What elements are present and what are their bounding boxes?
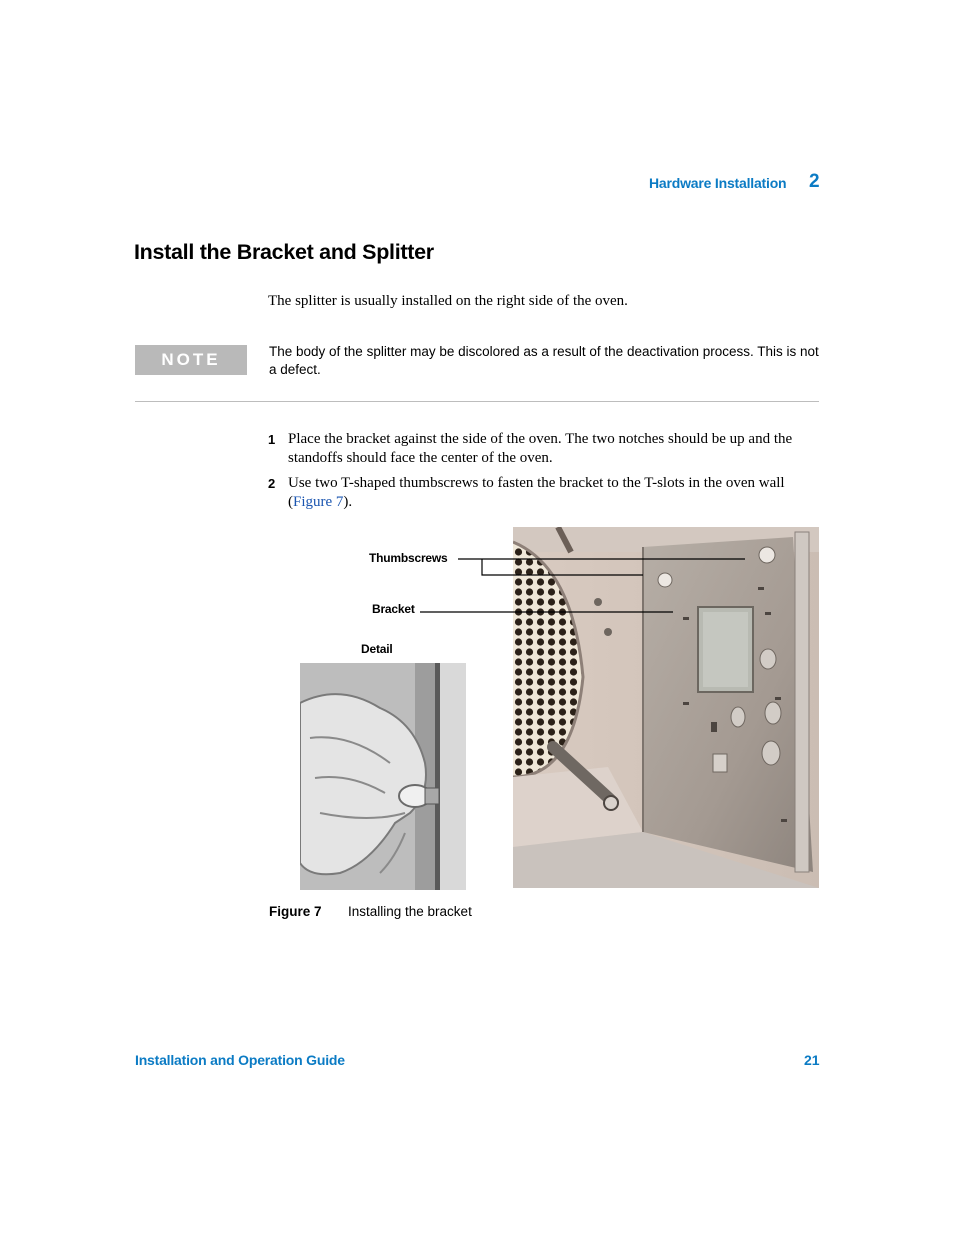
figure-7-link[interactable]: Figure 7	[293, 494, 344, 510]
step-number: 2	[268, 476, 276, 491]
step-number: 1	[268, 432, 276, 447]
oven-bracket-photo	[513, 527, 819, 888]
section-title: Install the Bracket and Splitter	[134, 240, 434, 264]
callout-detail: Detail	[361, 642, 393, 656]
callout-bracket: Bracket	[372, 602, 415, 616]
step-text-part: Use two T-shaped thumbscrews to fasten the bracket to the T-slots in the oven wall (	[288, 475, 785, 510]
intro-paragraph: The splitter is usually installed on the right side of the oven.	[268, 293, 628, 309]
footer-page-number: 21	[804, 1052, 820, 1068]
list-item-step-1	[268, 430, 820, 470]
step-text: Place the bracket against the side of the oven. The two notches should be up and the standoffs should face the center of the oven.	[288, 431, 793, 466]
step-text	[288, 474, 820, 512]
running-header-chapter-title: Hardware Installation	[649, 175, 787, 191]
running-header-chapter-number: 2	[809, 171, 820, 192]
figure-label: Figure 7	[269, 904, 322, 919]
note-text: The body of the splitter may be discolored as a result of the deactivation process. This is not a defect.	[269, 344, 819, 377]
note-badge: NOTE	[135, 345, 247, 375]
list-item-step-2	[268, 474, 820, 514]
figure-caption: Installing the bracket	[348, 904, 472, 919]
step-text-part: ).	[343, 494, 353, 510]
footer-guide-title: Installation and Operation Guide	[135, 1052, 345, 1068]
callout-thumbscrews: Thumbscrews	[369, 551, 448, 565]
thumbscrew-detail-photo	[300, 663, 466, 890]
divider	[135, 401, 819, 402]
